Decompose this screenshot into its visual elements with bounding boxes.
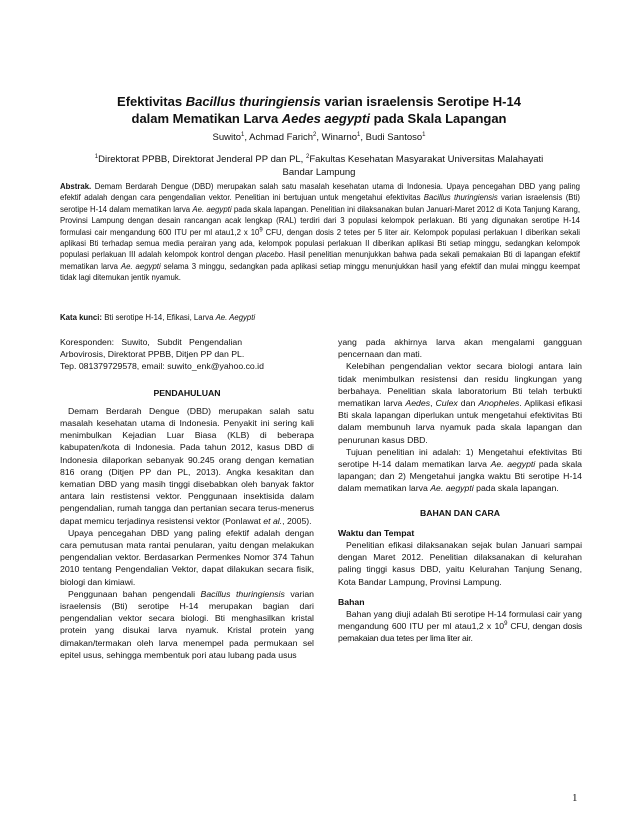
author-name: Budi Santoso [365, 132, 423, 143]
paragraph-text: , 2005). [282, 515, 312, 526]
abstract-sup: 9 [259, 227, 263, 234]
paragraph-text: . Aplikasi efikasi Bti skala lapangan diperlukan untuk mengetahui efektivitas Bti dalam membunuh larva nyamuk pada skala lapangan dan penurunan kasus DBD. [338, 398, 582, 445]
title-italic: Aedes aegypti [281, 111, 370, 126]
affil-text: Fakultas Kesehatan Masyarakat Universitas Malahayati [309, 154, 544, 165]
page-number: 1 [572, 792, 578, 804]
paper-title [40, 93, 598, 127]
paragraph-italic: Culex [435, 398, 458, 409]
paragraph-text: Demam Berdarah Dengue (DBD) merupakan salah satu masalah kesehatan utama di Indonesia. Penyakit ini sering kali menimbulkan Kejadian Luar Biasa (KLB) di beberapa kabupaten/kota di Indonesia. Pada tahun 2012, kasus DBD di Indonesia dilaporkan sebanyak 90.245 orang dengan kematian 816 orang (Ditjen PP dan PL, 2013). Angka kesakitan dan kematian DBD yang masih tinggi disebabkan oleh banyak faktor antara lain restistensi vektor. Penggunaan insektisida dalam pengendalian, rumah tangga dan pertanian secara terus-menerus dapat memicu terjadinya resistensi vektor (Ponlawat [60, 405, 314, 526]
keywords-italic: Ae. Aegypti [215, 313, 256, 322]
paragraph-text: , [430, 398, 436, 409]
title-part: dalam Mematikan Larva [131, 111, 282, 126]
paragraph-italic: Ae. aegypti [490, 459, 536, 470]
correspondence [60, 336, 314, 373]
paragraph-italic: Bacillus thuringiensis [200, 588, 285, 599]
title-italic: Bacillus thuringiensis [185, 94, 321, 109]
paragraph-text: varian israelensis (Bti) serotipe H-14 merupakan bagian dari pengendalian vektor secara biologi. Bti menghasilkan kristal protein yang disukai larva nyamuk. Kristal protein yang dimakan/termakan oleh larva menempel pada permukaan sel epitel usus, sehingga membentuk pori atau lubang pada usus [60, 588, 314, 660]
affil-text: Direktorat PPBB, Direktorat Jenderal PP dan PL, [98, 154, 306, 165]
paragraph-italic: et al. [263, 515, 283, 526]
abstract-text: CFU, dengan dosis 2 tetes per 5 liter air. Kelompok populasi perlakuan I diberikan sekali aplikasi Bti terhadap semua media perairan yang ada, kelompok populasi perlakuan II diberikan aplikasi Bti setiap minggu, sedangkan kelompok populasi perlakuan III adalah kelompok kontrol dengan [60, 227, 580, 260]
correspondence-line: Arbovirosis, Direktorat PPBB, Ditjen PP dan PL. [60, 349, 245, 360]
intro-paragraph [60, 588, 314, 661]
right-column [338, 336, 582, 645]
paragraph-text: CFU, dengan dosis pemakaian dua tetes per lima liter air. [338, 621, 582, 644]
abstract [60, 181, 580, 284]
title-part: varian israelensis Serotipe H-14 [320, 94, 521, 109]
paragraph-italic: Aedes [405, 398, 431, 409]
abstract-text: Demam Berdarah Dengue (DBD) merupakan salah satu masalah kesehatan utama di Indonesia. Upaya pencegahan DBD yang paling efektif adalah dengan cara pengendalian vektor. Penelitian ini bertujuan untuk mengetahui efektivitas [60, 182, 580, 203]
keywords-label: Kata kunci: [60, 313, 103, 322]
subheading-time-place: Waktu dan Tempat [338, 527, 415, 538]
keywords-text: Bti serotipe H-14, Efikasi, Larva [102, 313, 216, 322]
paragraph-text: Kelebihan pengendalian vektor secara biologi antara lain tidak menimbulkan resistensi dan residu lingkungan yang berbahaya. Penelitian skala laboratorium Bti telah terbukti mematikan larva [338, 361, 582, 409]
keywords [60, 312, 580, 323]
paragraph-text: pada skala lapangan. [473, 483, 559, 494]
abstract-text: . Hasil penelitian menunjukkan bahwa pada sekali pemakaian Bti di lapangan efektif mematikan larva [60, 250, 581, 271]
abstract-label: Abstrak. [60, 182, 92, 191]
paragraph-text: pada skala lapangan; dan 2) Mengetahui jangka waktu Bti serotipe H-14 dalam mematikan larva [338, 459, 583, 494]
paragraph-italic: Anopheles [478, 398, 520, 409]
affiliations [40, 153, 598, 179]
correspondence-line: Tep. 081379729578, email: suwito_enk@yahoo.co.id [60, 361, 264, 372]
affil-text: Bandar Lampung [282, 167, 356, 178]
abstract-italic: Bacillus thuringiensis [423, 193, 498, 203]
left-column [60, 336, 314, 661]
intro-paragraph [338, 360, 582, 445]
abstract-italic: placebo [255, 250, 284, 260]
intro-paragraph [338, 446, 582, 495]
paragraph-sup: 9 [504, 621, 508, 628]
intro-paragraph: Upaya pencegahan DBD yang paling efektif adalah dengan cara pemutusan mata rantai penularan, yaitu dengan melakukan pengendalian vektor. Berdasarkan Permenkes Nomor 374 Tahun 2010 tentang Pengendalian Vektor, dapat dilakukan secara fisik, biologi dan kimiawi. [60, 527, 314, 587]
paragraph-text: Penggunaan bahan pengendali [68, 588, 201, 599]
section-heading-introduction: PENDAHULUAN [153, 387, 221, 398]
abstract-italic: Ae. aegypti [120, 261, 161, 271]
correspondence-line: Koresponden: Suwito, Subdit Pengendalian [60, 337, 243, 347]
intro-paragraph: yang pada akhirnya larva akan mengalami gangguan pencernaan dan mati. [338, 337, 582, 360]
abstract-text: pada skala lapangan. Penelitian ini dilaksanakan bulan Januari-Maret 2012 di Kota Tanjung Karang, Provinsi Lampung dengan desain rancangan acak lengkap (RAL) terdiri dari 3 populasi kelompok perlakuan. Bti yang digunakan serotipe H-14 formulasi cair mengandung 600 ITU per ml atau1,2 x 10 [60, 204, 580, 237]
intro-paragraph [60, 405, 314, 527]
author-affil-mark: 1 [422, 131, 426, 138]
paragraph-text: dan [457, 398, 479, 409]
author-affil-mark: 1 [241, 131, 245, 138]
title-part: pada Skala Lapangan [369, 111, 507, 126]
affil-mark: 2 [305, 153, 310, 160]
section-heading-methods: BAHAN DAN CARA [419, 507, 501, 518]
author-affil-mark: 1 [357, 131, 361, 138]
methods-paragraph [338, 608, 582, 645]
abstract-text: selama 3 minggu, sedangkan pada aplikasi setiap minggu menunjukkan hasil yang efektif dan mulai minggu keempat tidak lagi ditemukan jentik nyamuk. [60, 261, 580, 283]
author-name: Winarno [321, 132, 358, 143]
abstract-text: varian israelensis (Bti) serotipe H-14 dalam mematikan larva [60, 193, 580, 214]
author-affil-mark: 2 [313, 131, 317, 138]
paragraph-text: Bahan yang diuji adalah Bti serotipe H-14 formulasi cair yang mengandung 600 ITU per ml atau1,2 x 10 [338, 609, 582, 632]
paragraph-text: Tujuan penelitian ini adalah: 1) Mengetahui efektivitas Bti serotipe H-14 dalam mematikan larva [338, 446, 582, 470]
author-name: Suwito [212, 132, 242, 143]
abstract-italic: Ae. aegypti [192, 204, 232, 214]
paragraph-italic: Ae. aegypti [430, 483, 474, 494]
affil-mark: 1 [94, 153, 99, 160]
author-name: Achmad Farich [249, 132, 314, 143]
title-part: Efektivitas [117, 94, 186, 109]
subheading-material: Bahan [338, 596, 365, 607]
author-list: Suwito$^1$, Achmad Farich$^2$, Winarno$^1$, Budi Santoso$^1$ [212, 131, 426, 143]
methods-paragraph: Penelitian efikasi dilaksanakan sejak bulan Januari sampai dengan Maret 2012. Penelitian dilaksanakan di kelurahan paling tinggi kasus DBD, yaitu Kelurahan Tanjung Senang, Kota Bandar Lampung, Provinsi Lampung. [338, 540, 582, 587]
